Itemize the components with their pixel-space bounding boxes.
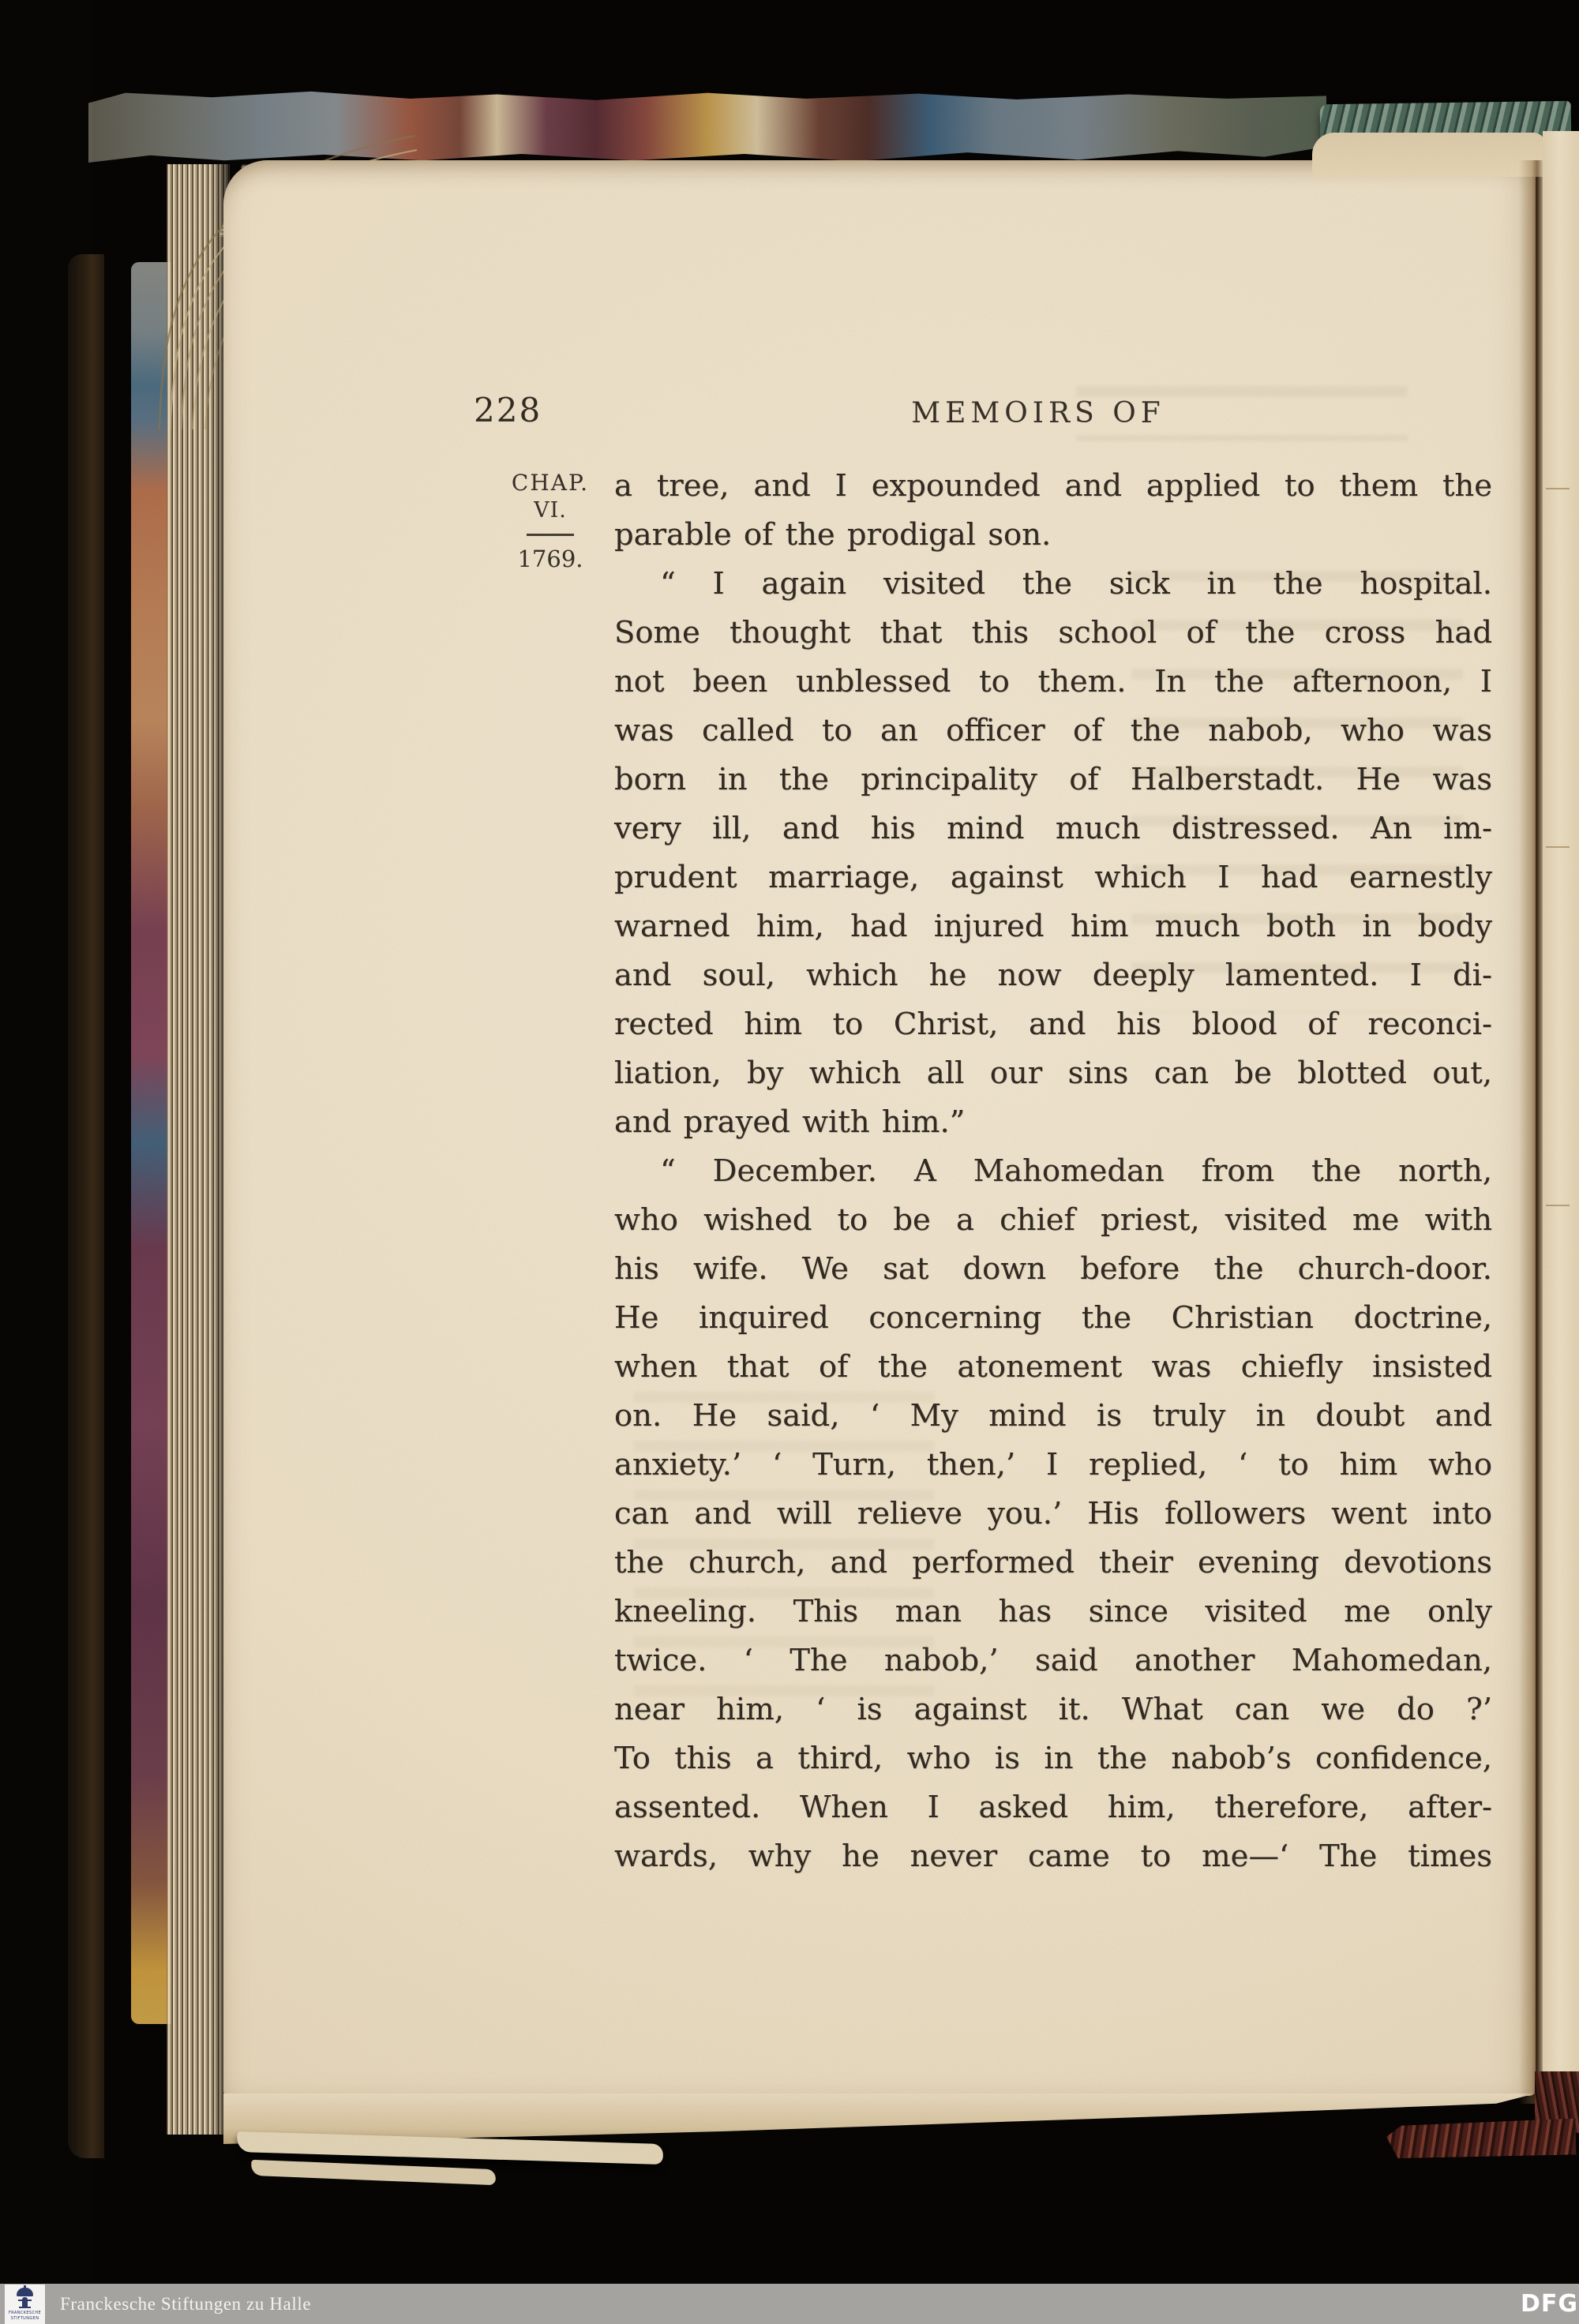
viewer-footer-bar [0,2284,1579,2324]
library-name: Franckesche Stiftungen zu Halle [60,2294,312,2314]
body-line: very ill, and his mind much distressed. An im- [614,811,1492,846]
book-left-cover-edge [68,254,104,2158]
page-fold-mark [1546,488,1570,489]
body-line: near him, ‘ is against it. What can we do ?’ [614,1692,1492,1727]
running-head: MEMOIRS OF [911,397,1165,429]
body-line: He inquired concerning the Christian doctrine, [614,1300,1492,1336]
facing-page-sliver [1543,131,1579,2114]
page-gutter-shadow [1519,160,1544,2104]
chapter-number: VI. [534,498,567,523]
logo-canopy-icon [17,2288,33,2296]
body-line: kneeling. This man has since visited me only [614,1594,1492,1629]
body-line: born in the principality of Halberstadt. He was [614,762,1492,797]
body-line: and soul, which he now deeply lamented. I di- [614,958,1492,993]
page-fold-mark [1546,846,1570,848]
body-line: can and will relieve you.’ His followers went into [614,1496,1492,1531]
margin-rule [527,534,574,536]
protruding-page-edge [251,2160,497,2185]
body-line: was called to an officer of the nabob, who was [614,713,1492,748]
body-line: twice. ‘ The nabob,’ said another Mahomedan, [614,1643,1492,1678]
body-line: “ I again visited the sick in the hospital. [660,566,1492,602]
body-line: who wished to be a chief priest, visited me with [614,1202,1492,1238]
page-stack-left-edges [167,164,230,2135]
body-line: To this a third, who is in the nabob’s confidence, [614,1741,1492,1776]
margin-note [483,470,617,572]
margin-year: 1769. [517,545,583,572]
body-line: anxiety.’ ‘ Turn, then,’ I replied, ‘ to him who [614,1447,1492,1482]
body-line: parable of the prodigal son. [614,517,1052,553]
body-line: Some thought that this school of the cross had [614,615,1492,650]
facing-page-top-curl [1312,133,1546,177]
logo-text-line1: FRANCKESCHE [8,2311,42,2315]
body-line: rected him to Christ, and his blood of reconci- [614,1006,1492,1042]
page-fold-mark [1546,1205,1570,1206]
dfg-logo: DFG [1521,2290,1579,2318]
body-line: wards, why he never came to me—‘ The times [614,1839,1492,1874]
body-line: when that of the atonement was chiefly insisted [614,1349,1492,1385]
logo-text-line2: STIFTUNGEN [10,2316,39,2321]
chapter-label: CHAP. [511,470,590,496]
logo-figure-arms-icon [18,2300,32,2301]
scanned-page [223,160,1536,2096]
book-cover-bottom-edge [1386,2118,1577,2158]
page-number: 228 [474,391,542,429]
body-line: warned him, had injured him much both in body [614,909,1492,944]
book-left-marbled-edge [131,262,171,2024]
logo-base-icon [19,2307,31,2308]
body-line: a tree, and I expounded and applied to them the [614,468,1492,504]
body-line: and prayed with him.” [614,1104,966,1140]
body-line: prudent marriage, against which I had earnestly [614,860,1492,895]
body-lines [614,462,1492,1881]
body-line: “ December. A Mahomedan from the north, [660,1153,1492,1189]
logo-figure-icon [22,2297,28,2307]
franckesche-stiftungen-logo [5,2285,45,2324]
body-line: liation, by which all our sins can be blotted out, [614,1055,1492,1091]
body-line: his wife. We sat down before the church-door. [614,1251,1492,1287]
body-line: the church, and performed their evening devotions [614,1545,1492,1580]
body-line: not been unblessed to them. In the afternoon, I [614,664,1492,699]
body-line: on. He said, ‘ My mind is truly in doubt and [614,1398,1492,1434]
body-line: assented. When I asked him, therefore, after- [614,1790,1492,1825]
